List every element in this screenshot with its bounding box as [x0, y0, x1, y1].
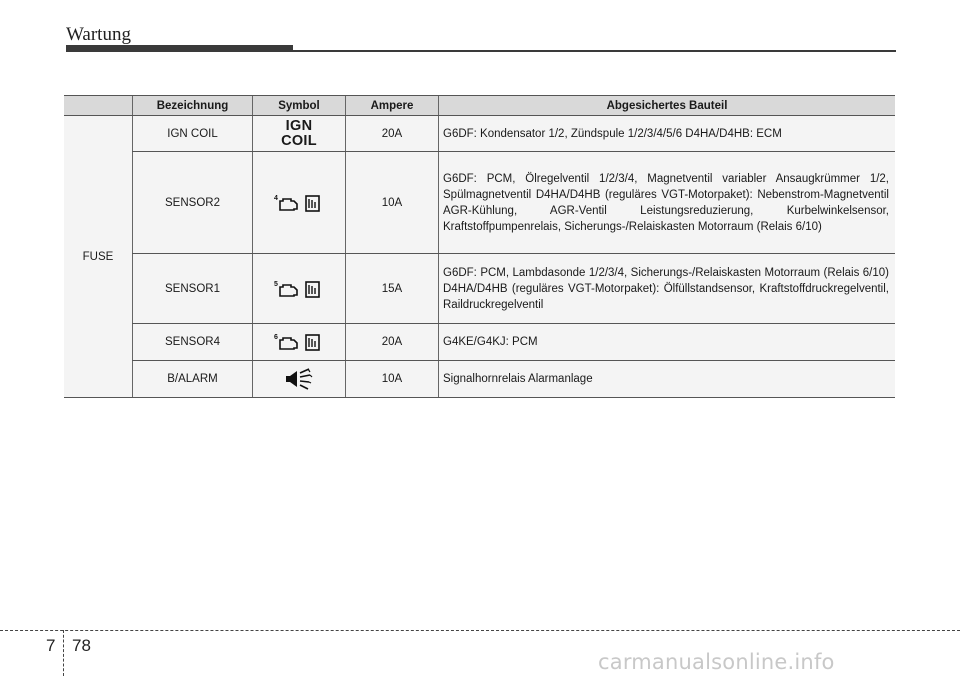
ign-coil-icon: IGN COIL [281, 117, 317, 149]
fuse-component: Signalhornrelais Alarmanlage [439, 361, 896, 398]
fuse-symbol [253, 152, 346, 254]
fuse-symbol [253, 361, 346, 398]
page-number: 78 [72, 636, 91, 655]
fuse-component: G6DF: PCM, Lambdasonde 1/2/3/4, Sicherungs-/Relaiskasten Motorraum (Relais 6/10) D4HA/D4HB (reguläres VGT-Motorpaket): Ölfüllstandsensor, Kraftstoffdruckregelventil, Raildruckregelventil [439, 254, 896, 324]
fuse-component: G6DF: Kondensator 1/2, Zündspule 1/2/3/4/5/6 D4HA/D4HB: ECM [439, 116, 896, 152]
fuse-ampere: 20A [346, 116, 439, 152]
chapter-number: 7 [46, 636, 56, 655]
table-row [64, 116, 895, 152]
group-label: FUSE [64, 116, 133, 398]
table-row [64, 152, 895, 254]
fuse-name: SENSOR2 [133, 152, 253, 254]
fuse-name: SENSOR4 [133, 324, 253, 361]
engine-sensor-icon [274, 192, 324, 214]
fuse-component: G4KE/G4KJ: PCM [439, 324, 896, 361]
table-row [64, 254, 895, 324]
fuse-ampere: 10A [346, 152, 439, 254]
table-header-row [64, 96, 895, 116]
svg-text:4: 4 [274, 194, 278, 202]
svg-text:5: 5 [274, 280, 278, 288]
fuse-component: G6DF: PCM, Ölregelventil 1/2/3/4, Magnetventil variabler Ansaugkrümmer 1/2, Spülmagnetventil D4HA/D4HB (reguläres VGT-Motorpaket): Nebenstrom-Magnetventil AGR-Kühlung, AGR-Ventil Leistungsreduzierung, Kurbelwinkelsensor, Kraftstoffpumpenrelais, Sicherungs-/Relaiskasten Motorraum (Relais 6/10) [439, 152, 896, 254]
section-title: Wartung [66, 24, 131, 45]
fuse-name: SENSOR1 [133, 254, 253, 324]
fuse-symbol [253, 254, 346, 324]
horn-alarm-icon [284, 367, 314, 391]
table-row [64, 361, 895, 398]
fuse-symbol [253, 116, 346, 152]
header-group [64, 96, 133, 116]
header-ampere: Ampere [346, 96, 439, 116]
watermark: carmanualsonline.info [598, 650, 835, 674]
fuse-ampere: 20A [346, 324, 439, 361]
header-bezeichnung: Bezeichnung [133, 96, 253, 116]
fuse-table [64, 95, 895, 398]
header-component: Abgesichertes Bauteil [439, 96, 896, 116]
svg-text:6: 6 [274, 334, 278, 341]
fuse-symbol [253, 324, 346, 361]
footer-line [0, 630, 960, 631]
fuse-ampere: 10A [346, 361, 439, 398]
engine-sensor-icon [274, 278, 324, 300]
fuse-ampere: 15A [346, 254, 439, 324]
engine-sensor-icon [274, 331, 324, 353]
table-row [64, 324, 895, 361]
footer-divider [63, 630, 64, 676]
header-symbol: Symbol [253, 96, 346, 116]
header-line [66, 50, 896, 52]
fuse-name: IGN COIL [133, 116, 253, 152]
fuse-name: B/ALARM [133, 361, 253, 398]
